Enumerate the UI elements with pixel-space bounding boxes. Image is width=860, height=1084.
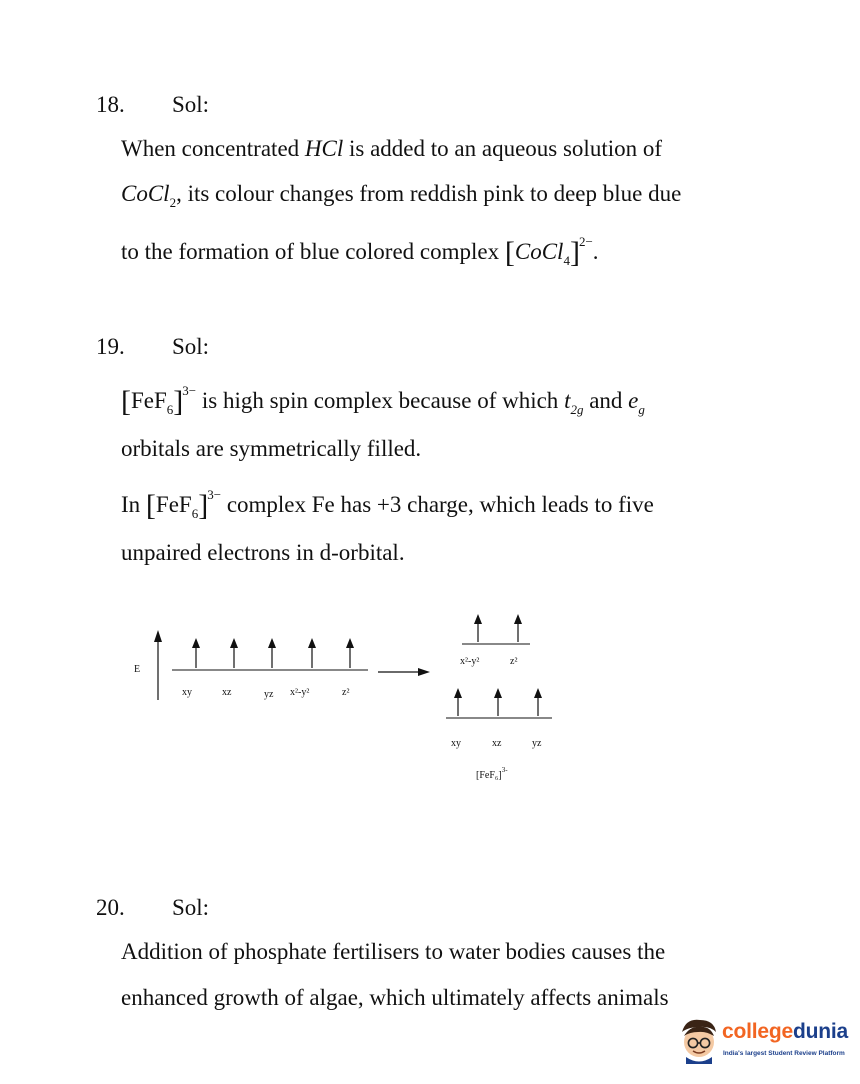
q19-text: In [121,492,146,517]
eg-symbol: e [628,388,639,413]
energy-label: E [134,664,141,675]
student-mascot-icon [676,1016,720,1064]
electron-arrow [230,638,238,668]
t2g-symbol: t [564,388,571,413]
complex-charge: 3- [501,766,508,774]
q20-line-2: enhanced growth of algae, which ultimately affects animals [121,985,669,1010]
sol-label-18: Sol: [172,92,210,117]
energy-axis-arrowhead [154,630,162,642]
electron-arrow [346,638,354,668]
energy-axis [134,630,162,700]
orbital-label-x2y2: x²-y² [460,656,480,667]
q19-line-1 [121,383,645,418]
electron-arrow [192,638,200,668]
complex-formula: [FeF₆] [476,770,502,781]
and-text: and [583,388,629,413]
brand-tagline: India's largest Student Review Platform [723,1050,845,1057]
q19-line-2: orbitals are symmetrically filled. [121,436,422,461]
question-number-19: 19. [96,334,125,359]
fef6-formula: FeF [155,492,192,517]
bracket-close: ] [569,236,580,269]
eg-subscript: g [638,402,645,417]
q18-line-2 [121,181,682,210]
q18-text: is added to an aqueous solution of [343,136,663,161]
electron-arrow [474,614,482,642]
orbital-label-z2: z² [510,656,518,667]
electron-arrow [454,688,462,716]
q19-line-4: unpaired electrons in d-orbital. [121,540,405,565]
question-number-18: 18. [96,92,125,117]
orbital-label-xy: xy [451,738,461,749]
fef6-charge: 3− [182,383,197,398]
q18-line-3 [121,234,599,269]
q20-line-1: Addition of phosphate fertilisers to water bodies causes the [121,939,666,964]
cocl4-formula: CoCl [514,239,564,264]
collegedunia-logo[interactable] [676,1014,852,1068]
electron-arrow [514,614,522,642]
q19-text: complex Fe has +3 charge, which leads to five [221,492,654,517]
orbital-label-yz: yz [532,738,542,749]
fef6-formula: FeF [131,388,167,413]
fef6-subscript: 6 [191,506,199,521]
fef6-charge: 3− [207,487,222,502]
sol-label-19: Sol: [172,334,210,359]
eg-orbitals [460,614,530,667]
cocl2-subscript: 2 [169,195,177,210]
q19-text: is high spin complex because of which [196,388,565,413]
crystal-field-diagram [120,600,580,800]
complex-label [476,766,508,781]
orbital-label-xy: xy [182,687,192,698]
cocl4-charge: 2− [578,234,593,249]
cocl2-formula: CoCl [121,181,170,206]
t2g-orbitals [446,688,552,749]
splitting-arrow [378,668,430,676]
electron-arrow [494,688,502,716]
t2g-subscript: 2g [570,402,584,417]
bracket-open: [ [145,489,156,522]
orbital-label-yz: yz [264,689,274,700]
bracket-open: [ [504,236,515,269]
bracket-open: [ [121,385,131,418]
q19-line-3 [121,487,654,522]
question-number-20: 20. [96,895,125,920]
q18-line-1 [121,137,662,160]
fef6-subscript: 6 [166,402,174,417]
cocl4-subscript: 4 [563,253,570,268]
bracket-close: ] [198,489,209,522]
orbital-label-xz: xz [222,687,232,698]
degenerate-orbitals [172,638,368,700]
sol-label-20: Sol: [172,895,210,920]
orbital-label-x2y2: x²-y² [290,687,310,698]
electron-arrow [308,638,316,668]
electron-arrow [268,638,276,668]
hcl-formula: HCl [304,136,344,161]
brand-name-part1: college [722,1020,793,1043]
q18-text: to the formation of blue colored complex [121,239,505,264]
brand-name [722,1020,848,1044]
orbital-label-xz: xz [492,738,502,749]
brand-name-part2: dunia [792,1020,848,1043]
electron-arrow [534,688,542,716]
q18-text: , its colour changes from reddish pink to deep blue due [176,181,682,206]
q18-text: When concentrated [121,136,305,161]
period: . [592,239,599,264]
bracket-close: ] [173,385,184,418]
orbital-label-z2: z² [342,687,350,698]
